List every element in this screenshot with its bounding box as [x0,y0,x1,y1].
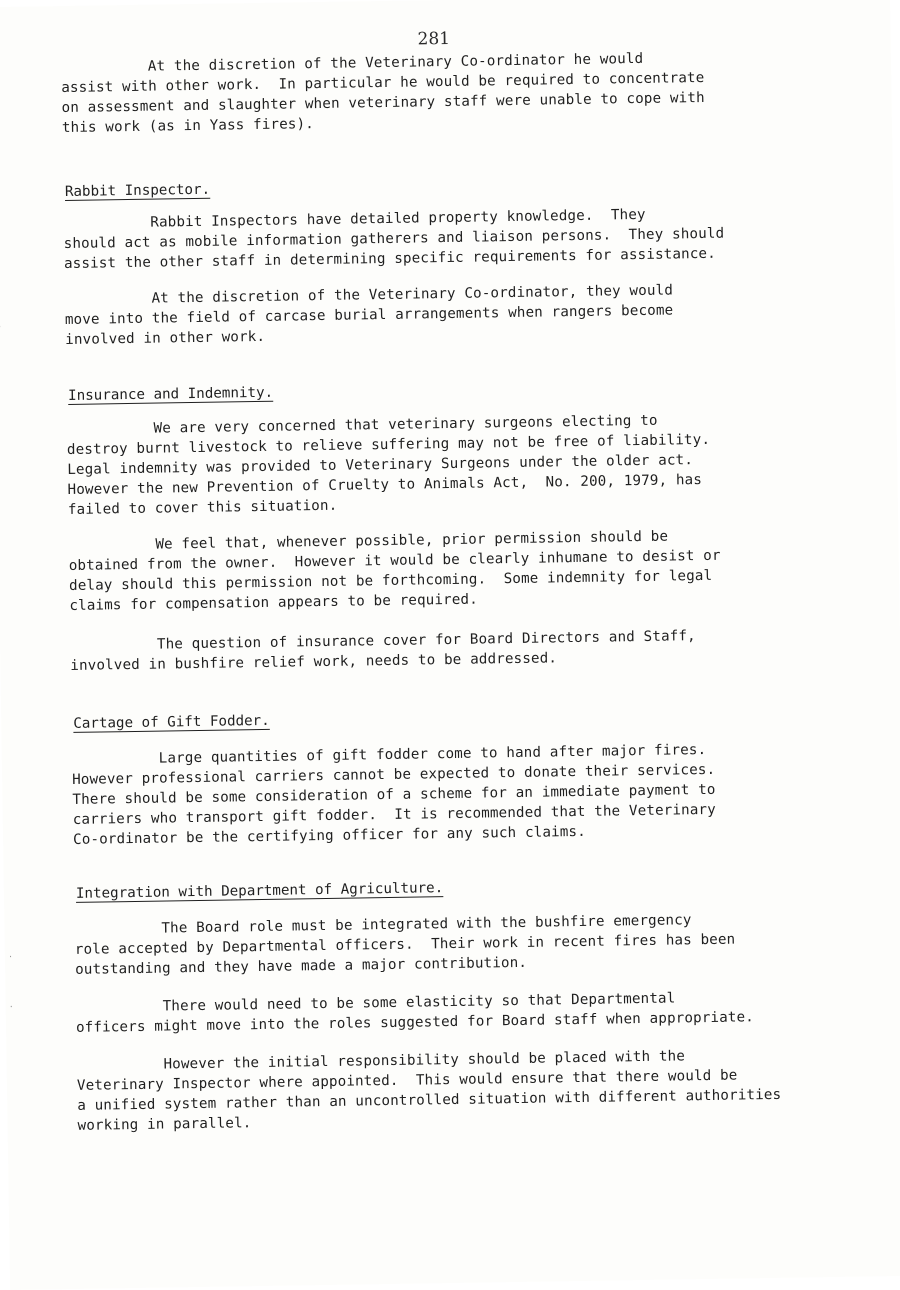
integration-paragraph-1: The Board role must be integrated with the bushfire emergency role accepted by Departmental officers. Their work in recent fires has been outstanding and they have made a major contribution. [74,912,736,978]
heading-integration-department: Integration with Department of Agriculture. [75,880,444,902]
integration-paragraph-3: However the initial responsibility should be placed with the Veterinary Inspector where appointed. This would ensure that there would be a unified system rather than an uncontrolled situation with different authorities working in parallel. [76,1048,782,1134]
heading-insurance-indemnity: Insurance and Indemnity. [67,384,274,404]
rabbit-inspector-paragraph-2: At the discretion of the Veterinary Co-ordinator, they would move into the field of carcase burial arrangements when rangers become involved in other work. [64,282,674,349]
scan-mark: · [8,951,13,963]
insurance-paragraph-3: The question of insurance cover for Board Directors and Staff, involved in bushfire relief work, needs to be addressed. [69,628,696,674]
insurance-paragraph-2: We feel that, whenever possible, prior permission should be obtained from the owner. However it would be clearly inhumane to desist or delay should this permission not be forthcoming. Some indemnity for legal claims for compensation appears to be required. [68,528,721,614]
scan-mark [0,322,1,333]
intro-paragraph: At the discretion of the Veterinary Co-ordinator he would assist with other work. In particular he would be required to concentrate on assessment and slaughter when veterinary staff were unable to cope with this work (as in Yass fires). [60,50,705,137]
page-number: 281 [417,28,451,50]
integration-paragraph-2: There would need to be some elasticity so that Departmental officers might move into the roles suggested for Board staff when appropriate. [75,990,755,1036]
heading-rabbit-inspector: Rabbit Inspector. [64,181,211,200]
insurance-paragraph-1: We are very concerned that veterinary surgeons electing to destroy burnt livestock to relieve suffering may not be free of liability. Legal indemnity was provided to Veterinary Surgeons under the older act. However the new Prevention of Cruelty to Animals Act, No. 200, 1979, has failed to cover this situation. [66,412,711,518]
heading-cartage-gift-fodder: Cartage of Gift Fodder. [73,712,270,732]
rabbit-inspector-paragraph-1: Rabbit Inspectors have detailed property knowledge. They should act as mobile information gatherers and liaison persons. They should assist the other staff in determining specific requirements for assistance. [63,206,725,273]
cartage-paragraph-1: Large quantities of gift fodder come to hand after major fires. However professional carriers cannot be expected to donate their services. There should be some consideration of a scheme for an immediate payment to carriers who transport gift fodder. It is recommended that the Veterinary Co-ordinator be the certifying officer for any such claims. [71,741,717,848]
scan-mark: · [9,1001,13,1013]
